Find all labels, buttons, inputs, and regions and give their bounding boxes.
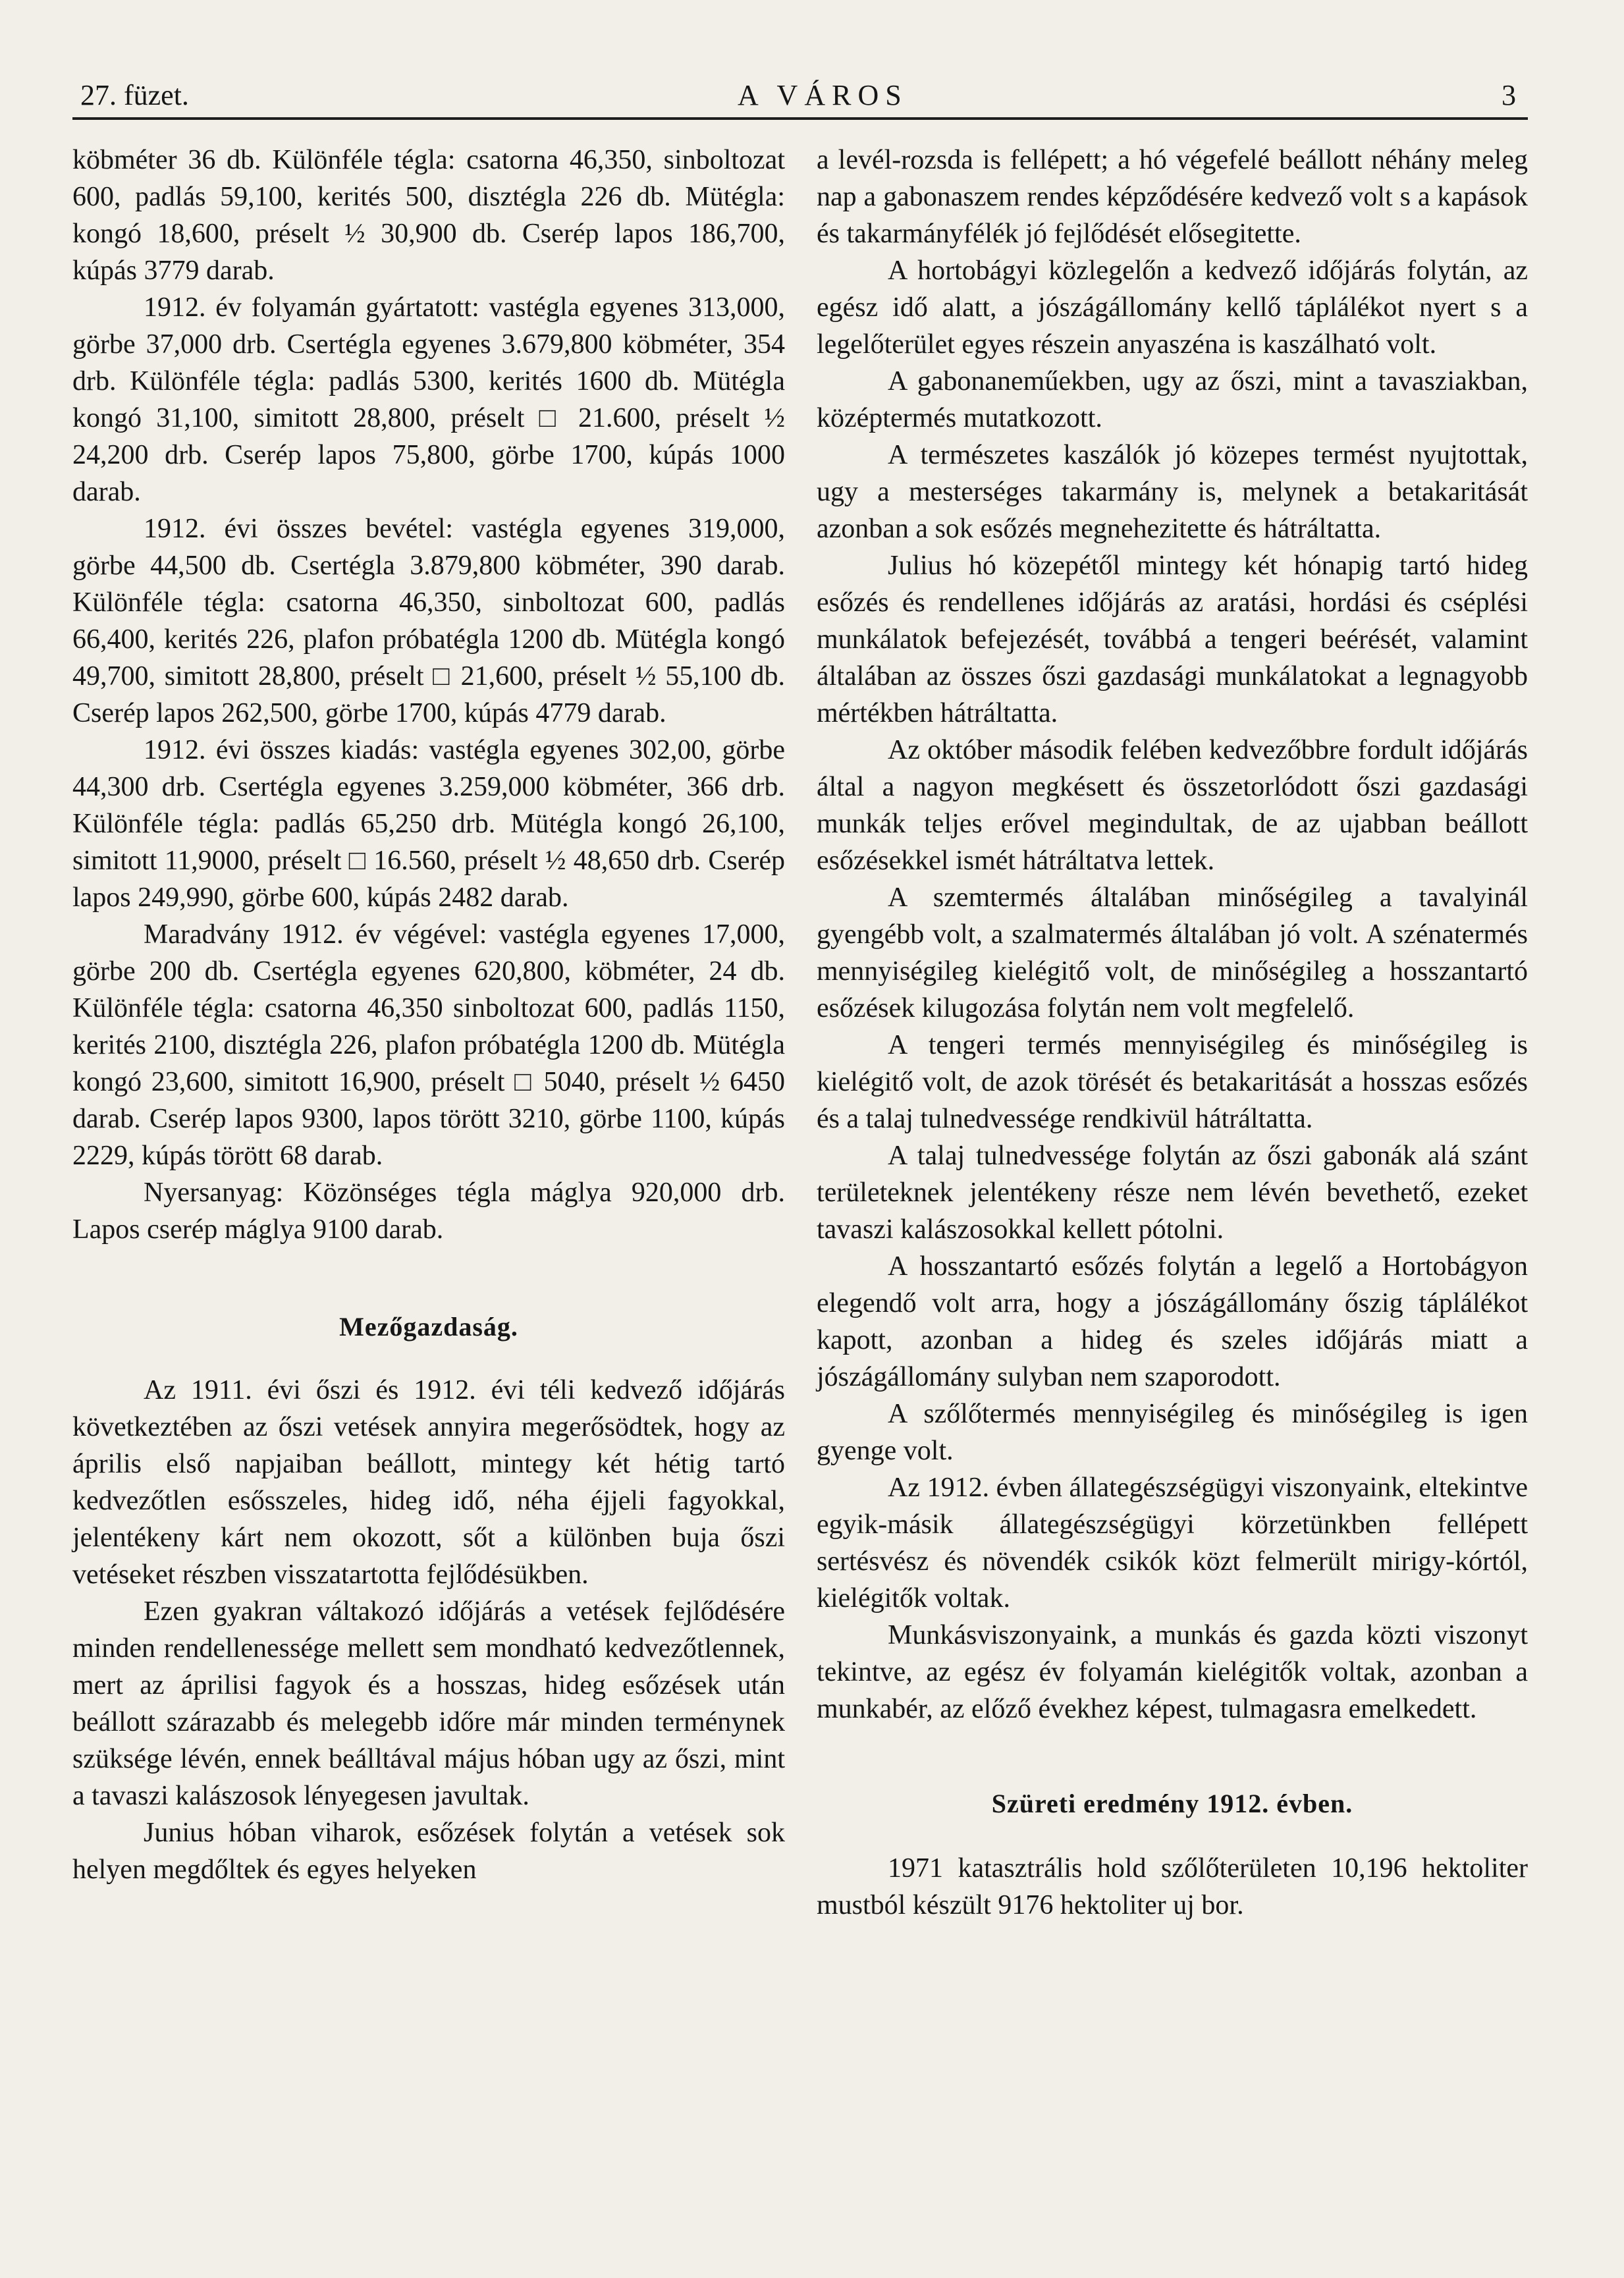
paragraph: A gabonaneműekben, ugy az őszi, mint a tavasziakban, középtermés mutatkozott. xyxy=(817,366,1528,433)
page-number: 3 xyxy=(1502,79,1516,111)
paragraph: a levél-rozsda is fellépett; a hó végefelé beállott néhány meleg nap a gabonaszem rendes képződésére kedvező volt s a kapások és takarmányfélék jó fejlődését elősegitette. xyxy=(817,145,1528,249)
issue-number: 27. füzet. xyxy=(80,79,189,111)
paragraph: Nyersanyag: Közönséges tégla máglya 920,000 drb. Lapos cserép máglya 9100 darab. xyxy=(72,1178,785,1245)
journal-title: A VÁROS xyxy=(738,79,908,111)
section-heading-agriculture: Mezőgazdaság. xyxy=(339,1312,518,1342)
paragraph: A hortobágyi közlegelőn a kedvező időjárás folytán, az egész idő alatt, a jószágállomány kellő táplálékot nyert s a legelőterület egyes részein anyaszéna is kaszálható volt. xyxy=(817,256,1528,360)
paragraph: A természetes kaszálók jó közepes termést nyujtottak, ugy a mesterséges takarmány is, melynek a betakaritását azonban a sok esőzés megnehezitette és hátráltatta. xyxy=(817,440,1528,544)
paragraph: Az 1911. évi őszi és 1912. évi téli kedvező időjárás következtében az őszi vetések annyira megerősödtek, hogy az április első napjaiban beállott, mintegy két hétig tartó kedvezőtlen esősszeles, hideg idő, néha éjjeli fagyokkal, jelentékeny kárt nem okozott, sőt a különben buja őszi vetéseket részben visszatartotta fejlődésükben. xyxy=(72,1375,785,1590)
paragraph: A hosszantartó esőzés folytán a legelő a Hortobágyon elegendő volt arra, hogy a jószágállomány őszig táplálékot kapott, azonban a hideg és szeles időjárás miatt a jószágállomány sulyban nem szaporodott. xyxy=(817,1251,1528,1392)
right-column xyxy=(817,142,1528,1924)
paragraph: köbméter 36 db. Különféle tégla: csatorna 46,350, sinboltozat 600, padlás 59,100, kerités 500, disztégla 226 db. Mütégla: kongó 18,600, préselt ½ 30,900 db. Cserép lapos 186,700, kúpás 3779 darab. xyxy=(72,145,785,286)
paragraph: Julius hó közepétől mintegy két hónapig tartó hideg esőzés és rendellenes időjárás az aratási, hordási és cséplési munkálatok befejezését, továbbá a tengeri beérését, valamint általában az összes őszi gazdasági munkálatokat a legnagyobb mértékben hátráltatta. xyxy=(817,551,1528,728)
left-column xyxy=(72,142,785,1888)
paragraph: Junius hóban viharok, esőzések folytán a vetések sok helyen megdőltek és egyes helyeken xyxy=(72,1818,785,1885)
paragraph: Ezen gyakran váltakozó időjárás a vetések fejlődésére minden rendellenessége mellett sem mondható kedvezőtlennek, mert az áprilisi fagyok és a hosszas, hideg esőzések után beállott szárazabb és melegebb időre már minden terménynek szüksége lévén, ennek beálltával május hóban ugy az őszi, mint a tavaszi kalászosok lényegesen javultak. xyxy=(72,1596,785,1811)
paragraph: Munkásviszonyaink, a munkás és gazda közti viszonyt tekintve, az egész év folyamán kielégitők voltak, azonban a munkabér, az előző évekhez képest, tulmagasra emelkedett. xyxy=(817,1620,1528,1724)
paragraph: 1912. évi összes bevétel: vastégla egyenes 319,000, görbe 44,500 db. Csertégla 3.879,800 köbméter, 390 darab. Különféle tégla: csatorna 46,350, sinboltozat 600, padlás 66,400, kerités 226, plafon próbatégla 1200 db. Mütégla kongó 49,700, simitott 28,800, préselt □ 21,600, préselt ½ 55,100 db. Cserép lapos 262,500, görbe 1700, kúpás 4779 darab. xyxy=(72,514,785,728)
page-header xyxy=(72,71,1528,120)
paragraph: Az 1912. évben állategészségügyi viszonyaink, eltekintve egyik-másik állategészségügyi körzetünkben fellépett sertésvész és növendék csikók közt felmerült mirigy-kórtól, kielégitők voltak. xyxy=(817,1473,1528,1614)
paragraph: Maradvány 1912. év végével: vastégla egyenes 17,000, görbe 200 db. Csertégla egyenes 620,800, köbméter, 24 db. Különféle tégla: csatorna 46,350 sinboltozat 600, padlás 1150, kerités 2100, disztégla 226, plafon próbatégla 1200 db. Mütégla kongó 23,600, simitott 16,900, préselt □ 5040, préselt ½ 6450 darab. Cserép lapos 9300, lapos törött 3210, görbe 1100, kúpás 2229, kúpás törött 68 darab. xyxy=(72,919,785,1171)
paragraph: A szőlőtermés mennyiségileg és minőségileg is igen gyenge volt. xyxy=(817,1399,1528,1466)
paragraph: A talaj tulnedvessége folytán az őszi gabonák alá szánt területeknek jelentékeny része nem lévén bevethető, ezeket tavaszi kalászosokkal kellett pótolni. xyxy=(817,1141,1528,1245)
paragraph: 1912. év folyamán gyártatott: vastégla egyenes 313,000, görbe 37,000 drb. Csertégla egyenes 3.679,800 köbméter, 354 drb. Különféle tégla: padlás 5300, kerités 1600 db. Mütégla kongó 31,100, simitott 28,800, préselt □ 21.600, préselt ½ 24,200 drb. Cserép lapos 75,800, görbe 1700, kúpás 1000 darab. xyxy=(72,292,785,507)
paragraph: 1912. évi összes kiadás: vastégla egyenes 302,00, görbe 44,300 drb. Csertégla egyenes 3.259,000 köbméter, 366 drb. Különféle tégla: padlás 65,250 drb. Mütégla kongó 26,100, simitott 11,9000, préselt □ 16.560, préselt ½ 48,650 drb. Cserép lapos 249,990, görbe 600, kúpás 2482 darab. xyxy=(72,735,785,913)
paragraph: 1971 katasztrális hold szőlőterületen 10,196 hektoliter mustból készült 9176 hektoliter uj bor. xyxy=(817,1853,1528,1920)
section-heading-vintage: Szüreti eredmény 1912. évben. xyxy=(991,1789,1353,1818)
paragraph: Az október második felében kedvezőbbre fordult időjárás által a nagyon megkésett és összetorlódott őszi gazdasági munkák teljes erővel megindultak, de az ujabban beállott esőzésekkel ismét hátráltatva lettek. xyxy=(817,735,1528,876)
paragraph: A szemtermés általában minőségileg a tavalyinál gyengébb volt, a szalmatermés általában jó volt. A szénatermés mennyiségileg kielégitő volt, de minőségileg a hosszantartó esőzések kilugozása folytán nem volt megfelelő. xyxy=(817,882,1528,1023)
paragraph: A tengeri termés mennyiségileg és minőségileg is kielégitő volt, de azok törését és betakaritását a hosszas esőzés és a talaj tulnedvessége rendkivül hátráltatta. xyxy=(817,1030,1528,1134)
